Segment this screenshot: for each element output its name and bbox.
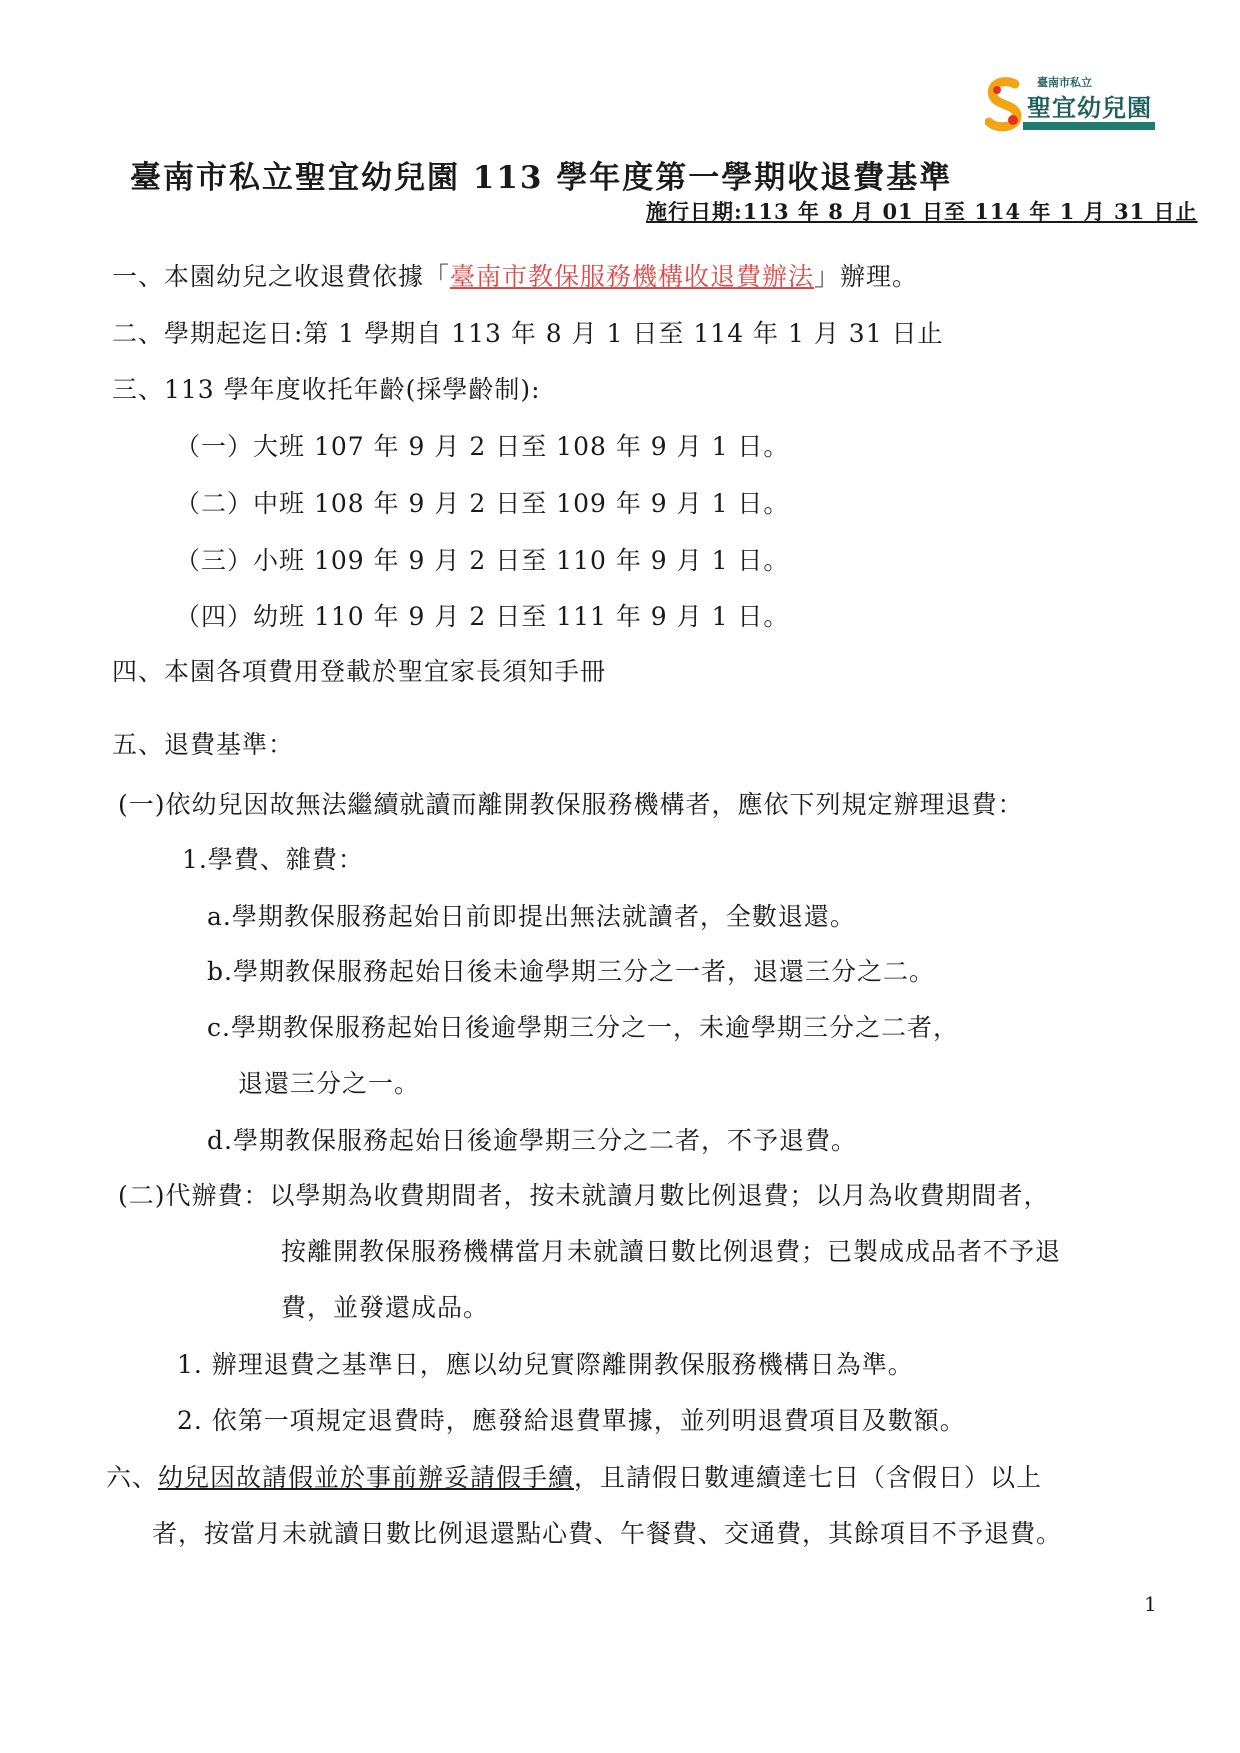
section-6-rest: ，且請假日數連續達七日（含假日）以上 (574, 1463, 1043, 1492)
agency-fee-line3: 費，並發還成品。 (281, 1293, 490, 1322)
section-1-suffix: 」辦理。 (814, 262, 919, 291)
fee-rule-b: b.學期教保服務起始日後未逾學期三分之一者，退還三分之二。 (207, 957, 935, 986)
section-4: 四、本園各項費用登載於聖宜家長須知手冊 (112, 657, 607, 686)
age-item-4: （四）幼班 110 年 9 月 2 日至 111 年 9 月 1 日。 (175, 602, 790, 631)
section-5-heading: 五、退費基準： (112, 730, 295, 759)
fee-rule-c-line1: c.學期教保服務起始日後逾學期三分之一，未逾學期三分之二者， (207, 1013, 959, 1042)
section-6-underlined: 幼兒因故請假並於事前辦妥請假手續 (158, 1463, 575, 1492)
logo-name-text: 聖宜幼兒園 (1027, 94, 1152, 122)
agency-fee-line1: (二)代辦費：以學期為收費期間者，按未就讀月數比例退費；以月為收費期間者， (118, 1181, 1050, 1210)
school-logo (985, 72, 1160, 134)
section-2: 二、學期起迄日:第 1 學期自 113 年 8 月 1 日至 114 年 1 月 31 日止 (112, 319, 944, 348)
document-title: 臺南市私立聖宜幼兒園 113 學年度第一學期收退費基準 (130, 160, 953, 196)
effective-date: 施行日期:113 年 8 月 01 日至 114 年 1 月 31 日止 (646, 199, 1198, 224)
refund-rule-1: (一)依幼兒因故無法繼續就讀而離開教保服務機構者，應依下列規定辦理退費： (118, 790, 1024, 819)
fees-heading: 1.學費、雜費： (182, 845, 364, 874)
note-2: 2. 依第一項規定退費時，應發給退費單據，並列明退費項目及數額。 (177, 1406, 966, 1435)
note-1: 1. 辦理退費之基準日，應以幼兒實際離開教保服務機構日為準。 (177, 1350, 914, 1379)
section-6-line2: 者，按當月未就讀日數比例退還點心費、午餐費、交通費，其餘項目不予退費。 (152, 1519, 1063, 1548)
logo-bar (1023, 122, 1155, 130)
age-item-3: （三）小班 109 年 9 月 2 日至 110 年 9 月 1 日。 (175, 546, 790, 575)
fee-rule-d: d.學期教保服務起始日後逾學期三分之二者，不予退費。 (207, 1126, 857, 1155)
age-item-1: （一）大班 107 年 9 月 2 日至 108 年 9 月 1 日。 (175, 432, 790, 461)
fee-rule-c-line2: 退還三分之一。 (238, 1069, 421, 1098)
logo-org-text: 臺南市私立 (1037, 76, 1092, 89)
section-3-heading: 三、113 學年度收托年齡(採學齡制): (112, 375, 541, 404)
section-6-prefix: 六、 (106, 1463, 159, 1492)
fee-rule-a: a.學期教保服務起始日前即提出無法就讀者，全數退還。 (207, 902, 856, 931)
agency-fee-line2: 按離開教保服務機構當月未就讀日數比例退費；已製成成品者不予退 (281, 1237, 1062, 1266)
logo-s-icon (985, 76, 1025, 132)
section-6-line1 (106, 1458, 1042, 1494)
section-1-prefix: 一、本園幼兒之收退費依據「 (112, 262, 451, 291)
section-1 (112, 257, 918, 293)
regulation-link[interactable]: 臺南市教保服務機構收退費辦法 (450, 262, 815, 291)
page-number: 1 (1144, 1592, 1157, 1616)
age-item-2: （二）中班 108 年 9 月 2 日至 109 年 9 月 1 日。 (175, 489, 790, 518)
